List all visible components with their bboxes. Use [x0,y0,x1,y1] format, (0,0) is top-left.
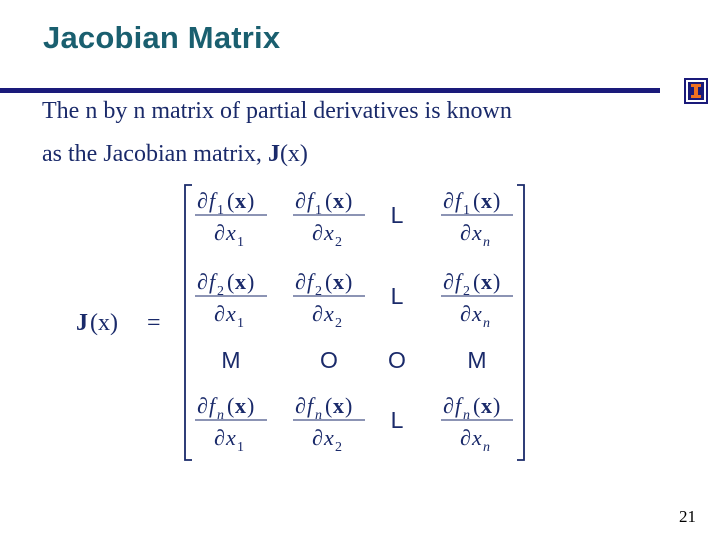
argument-close: ) [493,393,501,418]
matrix-entry-0-1 [293,188,365,250]
function-subscript: n [217,408,224,423]
partial-symbol: ∂ [460,220,471,245]
lhs-symbol: J [76,310,88,336]
argument-vector: x [333,393,344,418]
page-number: 21 [679,507,696,526]
right-bracket [517,185,524,460]
function-symbol: f [455,188,462,213]
variable-subscript: 2 [335,440,342,455]
matrix-entry-3-1 [293,393,365,455]
function-symbol: f [209,188,216,213]
partial-symbol: ∂ [312,301,323,326]
matrix-ellipsis-2-2 [388,347,406,373]
function-subscript: 1 [217,203,224,218]
function-symbol: f [307,269,314,294]
argument-close: ) [493,269,501,294]
matrix-entry-1-3 [441,269,513,331]
intro-jacobian-symbol: J [267,141,280,167]
variable-subscript: 1 [237,316,244,331]
partial-symbol: ∂ [214,220,225,245]
slide-title: Jacobian Matrix [43,20,281,55]
variable-subscript: 2 [335,316,342,331]
variable-subscript: 1 [237,235,244,250]
argument-open: ( [227,269,235,294]
partial-symbol: ∂ [312,220,323,245]
variable-symbol: x [324,301,334,326]
argument-open: ( [325,269,333,294]
function-subscript: 1 [315,203,322,218]
argument-open: ( [227,188,235,213]
partial-symbol: ∂ [460,425,471,450]
function-subscript: n [463,408,470,423]
function-subscript: 2 [463,284,470,299]
function-symbol: f [307,393,314,418]
matrix-entry-3-3 [441,393,513,455]
argument-vector: x [333,188,344,213]
partial-symbol: ∂ [197,269,208,294]
variable-subscript: n [483,316,490,331]
intro-jacobian-arg: (x) [279,141,308,167]
ellipsis-glyph: L [390,202,404,228]
partial-symbol: ∂ [295,269,306,294]
intro-line-1: The n by n matrix of partial derivatives is known [42,98,512,124]
variable-symbol: x [472,301,482,326]
left-bracket [185,185,192,460]
function-symbol: f [307,188,314,213]
function-subscript: 2 [315,284,322,299]
matrix-entry-1-1 [293,269,365,331]
partial-symbol: ∂ [197,393,208,418]
function-subscript: 1 [463,203,470,218]
partial-symbol: ∂ [443,393,454,418]
partial-symbol: ∂ [214,301,225,326]
argument-vector: x [481,188,492,213]
variable-subscript: 2 [335,235,342,250]
argument-close: ) [247,188,255,213]
variable-symbol: x [472,425,482,450]
variable-symbol: x [324,220,334,245]
argument-vector: x [235,269,246,294]
partial-symbol: ∂ [295,393,306,418]
intro-line-2-text: as the Jacobian matrix, [42,141,262,167]
partial-symbol: ∂ [460,301,471,326]
matrix-entry-1-0 [195,269,267,331]
equals-sign: = [147,310,161,336]
ellipsis-glyph: O [320,347,338,373]
ellipsis-glyph: O [388,347,406,373]
argument-close: ) [345,188,353,213]
variable-symbol: x [226,301,236,326]
argument-open: ( [473,269,481,294]
partial-symbol: ∂ [197,188,208,213]
argument-vector: x [481,269,492,294]
argument-vector: x [481,393,492,418]
argument-close: ) [345,393,353,418]
variable-subscript: n [483,440,490,455]
ellipsis-glyph: M [221,347,241,373]
argument-open: ( [227,393,235,418]
function-symbol: f [209,393,216,418]
variable-symbol: x [226,425,236,450]
ellipsis-glyph: L [390,283,404,309]
argument-close: ) [247,269,255,294]
variable-subscript: n [483,235,490,250]
function-subscript: 2 [217,284,224,299]
partial-symbol: ∂ [443,188,454,213]
partial-symbol: ∂ [295,188,306,213]
matrix-ellipsis-2-3 [467,347,486,373]
argument-open: ( [473,188,481,213]
partial-symbol: ∂ [443,269,454,294]
function-symbol: f [209,269,216,294]
function-symbol: f [455,269,462,294]
argument-close: ) [247,393,255,418]
variable-symbol: x [472,220,482,245]
matrix-ellipsis-1-2 [391,283,404,309]
matrix-ellipsis-2-0 [221,347,240,373]
argument-vector: x [235,188,246,213]
argument-close: ) [345,269,353,294]
argument-vector: x [235,393,246,418]
variable-symbol: x [226,220,236,245]
partial-symbol: ∂ [214,425,225,450]
lhs-arg: (x) [90,310,118,336]
ellipsis-glyph: L [390,407,404,433]
matrix-ellipsis-2-1 [320,347,338,373]
argument-open: ( [325,188,333,213]
argument-open: ( [325,393,333,418]
function-symbol: f [455,393,462,418]
variable-subscript: 1 [237,440,244,455]
matrix-entry-0-0 [195,188,267,250]
ellipsis-glyph: M [467,347,487,373]
argument-open: ( [473,393,481,418]
matrix-ellipsis-3-2 [391,407,404,433]
matrix-entry-3-0 [195,393,267,455]
function-subscript: n [315,408,322,423]
argument-vector: x [333,269,344,294]
matrix-entry-0-3 [441,188,513,250]
variable-symbol: x [324,425,334,450]
matrix-ellipsis-0-2 [391,202,404,228]
argument-close: ) [493,188,501,213]
partial-symbol: ∂ [312,425,323,450]
